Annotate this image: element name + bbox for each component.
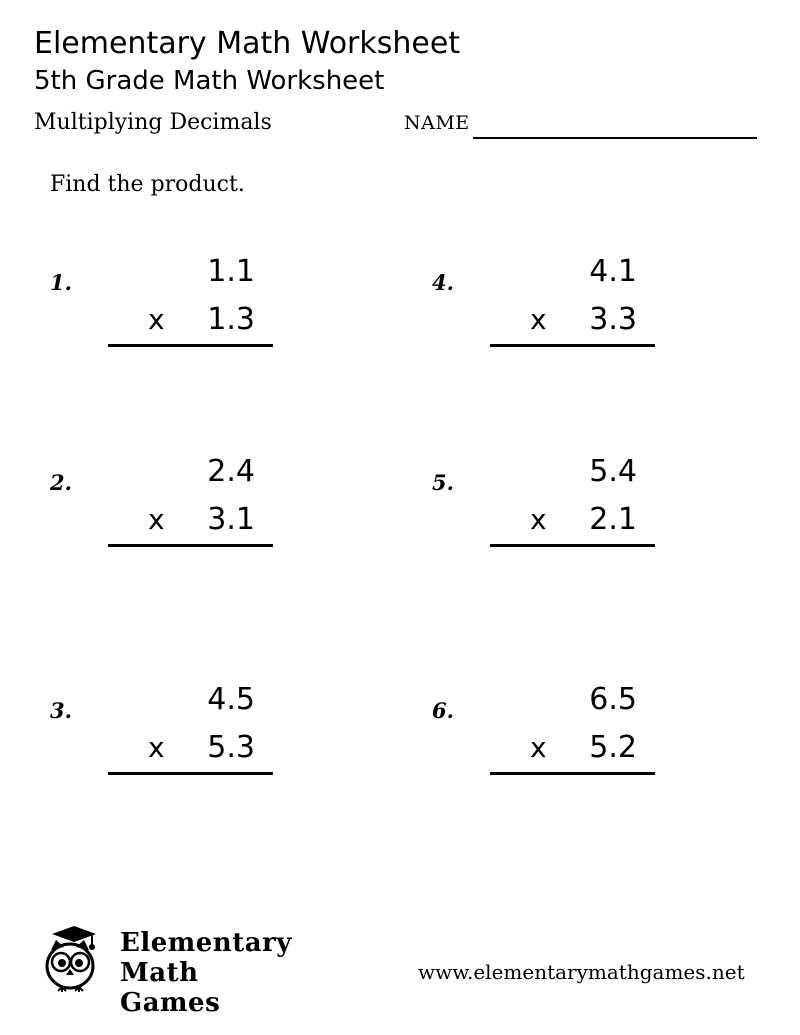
- problem-operand-bottom: 3.3: [589, 302, 637, 337]
- instruction-text: Find the product.: [50, 172, 245, 197]
- page-title: Elementary Math Worksheet: [34, 26, 461, 61]
- problem-operand-bottom: 5.2: [589, 730, 637, 765]
- multiplication-operator: x: [148, 303, 165, 336]
- footer-website-url[interactable]: www.elementarymathgames.net: [418, 960, 745, 984]
- logo-text-line2: Math Games: [120, 958, 221, 1018]
- name-label: NAME: [404, 112, 470, 134]
- multiplication-operator: x: [530, 303, 547, 336]
- problem-stack: [490, 248, 655, 344]
- problem-number: 6.: [432, 698, 454, 723]
- problem-operand-bottom-row: [490, 496, 655, 544]
- problem-item: [432, 248, 672, 368]
- problem-operand-bottom-row: [108, 496, 273, 544]
- multiplication-operator: x: [530, 731, 547, 764]
- name-input-line[interactable]: [473, 137, 757, 139]
- answer-rule: [108, 544, 273, 547]
- problem-operand-bottom-row: [108, 724, 273, 772]
- problem-operand-bottom: 5.3: [207, 730, 255, 765]
- answer-rule: [108, 772, 273, 775]
- worksheet-topic: Multiplying Decimals: [34, 110, 272, 135]
- problem-number: 2.: [50, 470, 72, 495]
- logo-text-line1: Elementary: [120, 928, 292, 958]
- site-logo: [34, 920, 294, 1018]
- problem-operand-bottom: 2.1: [589, 502, 637, 537]
- page-subtitle: 5th Grade Math Worksheet: [34, 66, 385, 96]
- problem-operand-bottom-row: [108, 296, 273, 344]
- problem-operand-top: 5.4: [589, 454, 637, 489]
- problem-operand-top: 4.5: [207, 682, 255, 717]
- problem-stack: [108, 248, 273, 344]
- problem-stack: [108, 676, 273, 772]
- problem-operand-top: 6.5: [589, 682, 637, 717]
- answer-rule: [490, 544, 655, 547]
- problem-item: [50, 448, 290, 568]
- answer-rule: [490, 344, 655, 347]
- problem-operand-top: 1.1: [207, 254, 255, 289]
- problem-operand-top: 2.4: [207, 454, 255, 489]
- answer-rule: [108, 344, 273, 347]
- problem-operand-bottom: 3.1: [207, 502, 255, 537]
- problem-number: 4.: [432, 270, 454, 295]
- problem-operand-bottom: 1.3: [207, 302, 255, 337]
- owl-logo-icon: [34, 920, 114, 992]
- problem-number: 3.: [50, 698, 72, 723]
- problem-item: [432, 676, 672, 796]
- multiplication-operator: x: [530, 503, 547, 536]
- problem-number: 5.: [432, 470, 454, 495]
- problem-operand-bottom-row: [490, 724, 655, 772]
- answer-rule: [490, 772, 655, 775]
- problem-stack: [108, 448, 273, 544]
- problem-item: [50, 248, 290, 368]
- problem-stack: [490, 676, 655, 772]
- problem-item: [50, 676, 290, 796]
- multiplication-operator: x: [148, 503, 165, 536]
- problem-item: [432, 448, 672, 568]
- problem-operand-bottom-row: [490, 296, 655, 344]
- problem-number: 1.: [50, 270, 72, 295]
- problem-operand-top: 4.1: [589, 254, 637, 289]
- problem-stack: [490, 448, 655, 544]
- multiplication-operator: x: [148, 731, 165, 764]
